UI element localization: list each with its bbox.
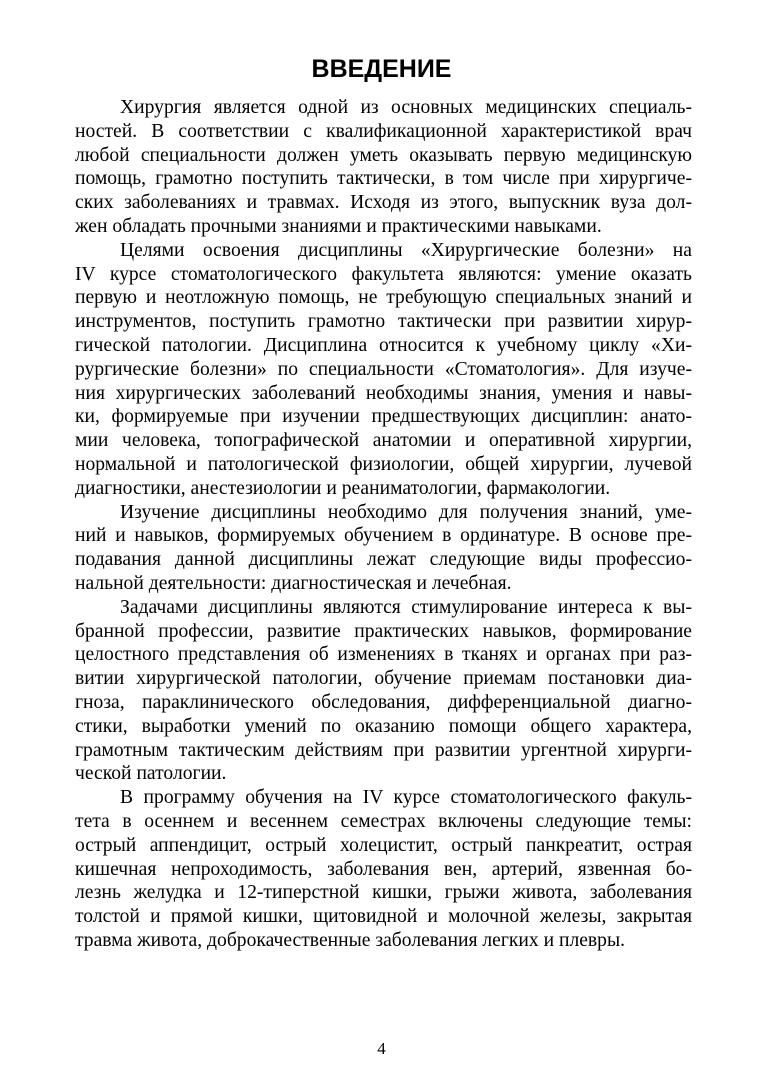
text-line: толстой и прямой кишки, щитовидной и молочной железы, закрытая — [75, 906, 692, 928]
text-line: ностей. В соответствии с квалификационной характеристикой врач — [75, 120, 692, 142]
text-line: ческой патологии. — [75, 763, 227, 785]
text-line: ки, формируемые при изучении предшествующих дисциплин: анато- — [75, 406, 692, 428]
text-line: любой специальности должен уметь оказывать первую медицинскую — [75, 144, 692, 166]
text-line: рургические болезни» по специальности «Стоматология». Для изуче- — [75, 358, 692, 380]
text-line: витии хирургической патологии, обучение приемам постановки диа- — [75, 668, 692, 690]
text-line: лезнь желудка и 12-типерстной кишки, грыжи живота, заболевания — [75, 882, 692, 904]
text-line: помощь, грамотно поступить тактически, в том числе при хирургиче- — [75, 168, 692, 190]
text-line: гической патологии. Дисциплина относится к учебному циклу «Хи- — [75, 334, 692, 356]
text-line: первую и неотложную помощь, не требующую специальных знаний и — [75, 287, 692, 309]
paragraph — [75, 96, 692, 239]
text-line: острый аппендицит, острый холецистит, острый панкреатит, острая — [75, 834, 692, 856]
text-line: нальной деятельности: диагностическая и лечебная. — [75, 572, 512, 594]
text-line: ний и навыков, формируемых обучением в ординатуре. В основе пре- — [75, 525, 692, 547]
text-line: целостного представления об изменениях в тканях и органах при раз- — [75, 644, 692, 666]
text-line: мии человека, топографической анатомии и оперативной хирургии, — [75, 430, 692, 452]
text-line: тета в осеннем и весеннем семестрах включены следующие темы: — [75, 810, 692, 832]
text-line: травма живота, доброкачественные заболевания легких и плевры. — [75, 929, 626, 951]
text-line: кишечная непроходимость, заболевания вен, артерий, язвенная бо- — [75, 858, 692, 880]
text-line: бранной профессии, развитие практических навыков, формирование — [75, 620, 692, 642]
text-line: Изучение дисциплины необходимо для получения знаний, уме- — [120, 501, 692, 523]
text-line: гноза, параклинического обследования, дифференциальной диагно- — [75, 691, 692, 713]
text-line: ских заболеваниях и травмах. Исходя из этого, выпускник вуза дол- — [75, 192, 692, 214]
page-title: ВВЕДЕНИЕ — [311, 55, 452, 83]
paragraph — [75, 596, 692, 786]
text-line: ния хирургических заболеваний необходимы знания, умения и навы- — [75, 382, 692, 404]
text-line: подавания данной дисциплины лежат следующие виды профессио- — [75, 549, 692, 571]
text-line: инструментов, поступить грамотно тактически при развитии хирур- — [75, 311, 692, 333]
text-line: Целями освоения дисциплины «Хирургические болезни» на — [120, 239, 692, 261]
text-line: стики, выработки умений по оказанию помощи общего характера, — [75, 715, 692, 737]
text-line: IV курсе стоматологического факультета являются: умение оказать — [75, 263, 692, 285]
text-line: диагностики, анестезиологии и реаниматологии, фармакологии. — [75, 477, 611, 499]
text-line: жен обладать прочными знаниями и практическими навыками. — [75, 215, 602, 237]
text-line: Задачами дисциплины являются стимулирование интереса к вы- — [120, 596, 692, 618]
paragraph — [75, 501, 692, 596]
text-line: грамотным тактическим действиям при развитии ургентной хирурги- — [75, 739, 692, 761]
text-line: нормальной и патологической физиологии, общей хирургии, лучевой — [75, 453, 692, 475]
text-line: В программу обучения на IV курсе стоматологического факуль- — [120, 787, 692, 809]
text-line: Хирургия является одной из основных медицинских специаль- — [120, 97, 692, 118]
paragraph — [75, 786, 692, 953]
body-text — [75, 96, 692, 953]
page-number: 4 — [377, 1039, 386, 1058]
paragraph — [75, 239, 692, 501]
